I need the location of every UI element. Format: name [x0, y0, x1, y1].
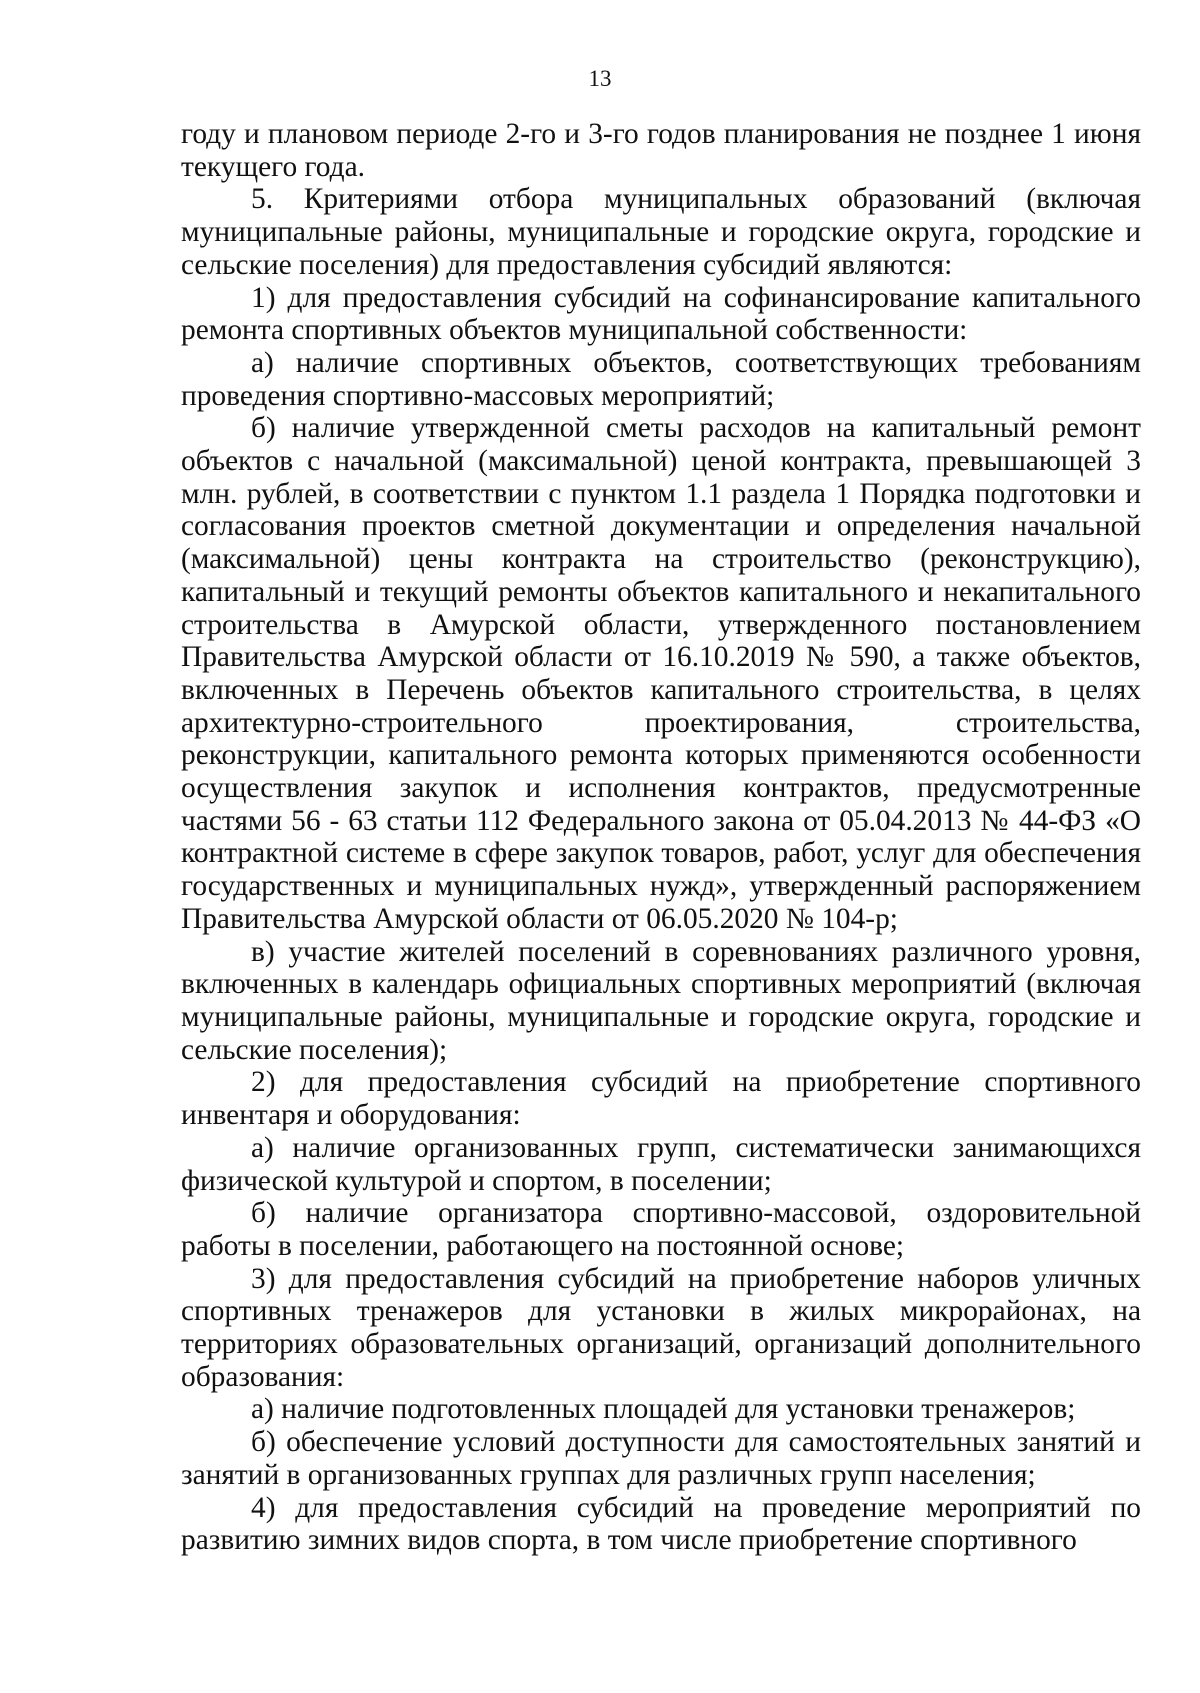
paragraph-item-5: 5. Критериями отбора муниципальных образований (включая муниципальные районы, муниципальные и городские округа, городские и сельские поселения) для предоставления субсидий являются:: [181, 183, 1141, 281]
paragraph-subitem-2: 2) для предоставления субсидий на приобретение спортивного инвентаря и оборудования:: [181, 1066, 1141, 1132]
paragraph-subitem-2a: а) наличие организованных групп, систематически занимающихся физической культурой и спортом, в поселении;: [181, 1131, 1141, 1197]
paragraph-subitem-1: 1) для предоставления субсидий на софинансирование капитального ремонта спортивных объектов муниципальной собственности:: [181, 281, 1141, 347]
paragraph-subitem-3: 3) для предоставления субсидий на приобретение наборов уличных спортивных тренажеров для установки в жилых микрорайонах, на территориях образовательных организаций, организаций дополнительного образования:: [181, 1262, 1141, 1393]
document-body: [181, 118, 1141, 1557]
paragraph-subitem-1b: б) наличие утвержденной сметы расходов на капитальный ремонт объектов с начальной (максимальной) ценой контракта, превышающей 3 млн. рублей, в соответствии с пунктом 1.1 раздела 1 Порядка подготовки и согласования проектов сметной документации и определения начальной (максимальной) цены контракта на строительство (реконструкцию), капитальный и текущий ремонты объектов капитального и некапитального строительства в Амурской области, утвержденного постановлением Правительства Амурской области от 16.10.2019 № 590, а также объектов, включенных в Перечень объектов капитального строительства, в целях архитектурно-строительного проектирования, строительства, реконструкции, капитального ремонта которых применяются особенности осуществления закупок и исполнения контрактов, предусмотренные частями 56 - 63 статьи 112 Федерального закона от 05.04.2013 № 44-ФЗ «О контрактной системе в сфере закупок товаров, работ, услуг для обеспечения государственных и муниципальных нужд», утвержденный распоряжением Правительства Амурской области от 06.05.2020 № 104-р;: [181, 412, 1141, 935]
paragraph-subitem-1c: в) участие жителей поселений в соревнованиях различного уровня, включенных в календарь официальных спортивных мероприятий (включая муниципальные районы, муниципальные и городские округа, городские и сельские поселения);: [181, 935, 1141, 1066]
page-number: 13: [588, 66, 612, 91]
paragraph-subitem-3a: а) наличие подготовленных площадей для установки тренажеров;: [251, 1393, 1076, 1426]
paragraph-subitem-4: 4) для предоставления субсидий на проведение мероприятий по развитию зимних видов спорта, в том числе приобретение спортивного: [181, 1491, 1141, 1557]
paragraph-subitem-2b: б) наличие организатора спортивно-массовой, оздоровительной работы в поселении, работающего на постоянной основе;: [181, 1197, 1141, 1262]
paragraph-continuation: году и плановом периоде 2-го и 3-го годов планирования не позднее 1 июня текущего года.: [181, 118, 1141, 183]
paragraph-subitem-1a: а) наличие спортивных объектов, соответствующих требованиям проведения спортивно-массовых мероприятий;: [181, 346, 1141, 412]
paragraph-subitem-3b: б) обеспечение условий доступности для самостоятельных занятий и занятий в организованных группах для различных групп населения;: [181, 1426, 1141, 1491]
